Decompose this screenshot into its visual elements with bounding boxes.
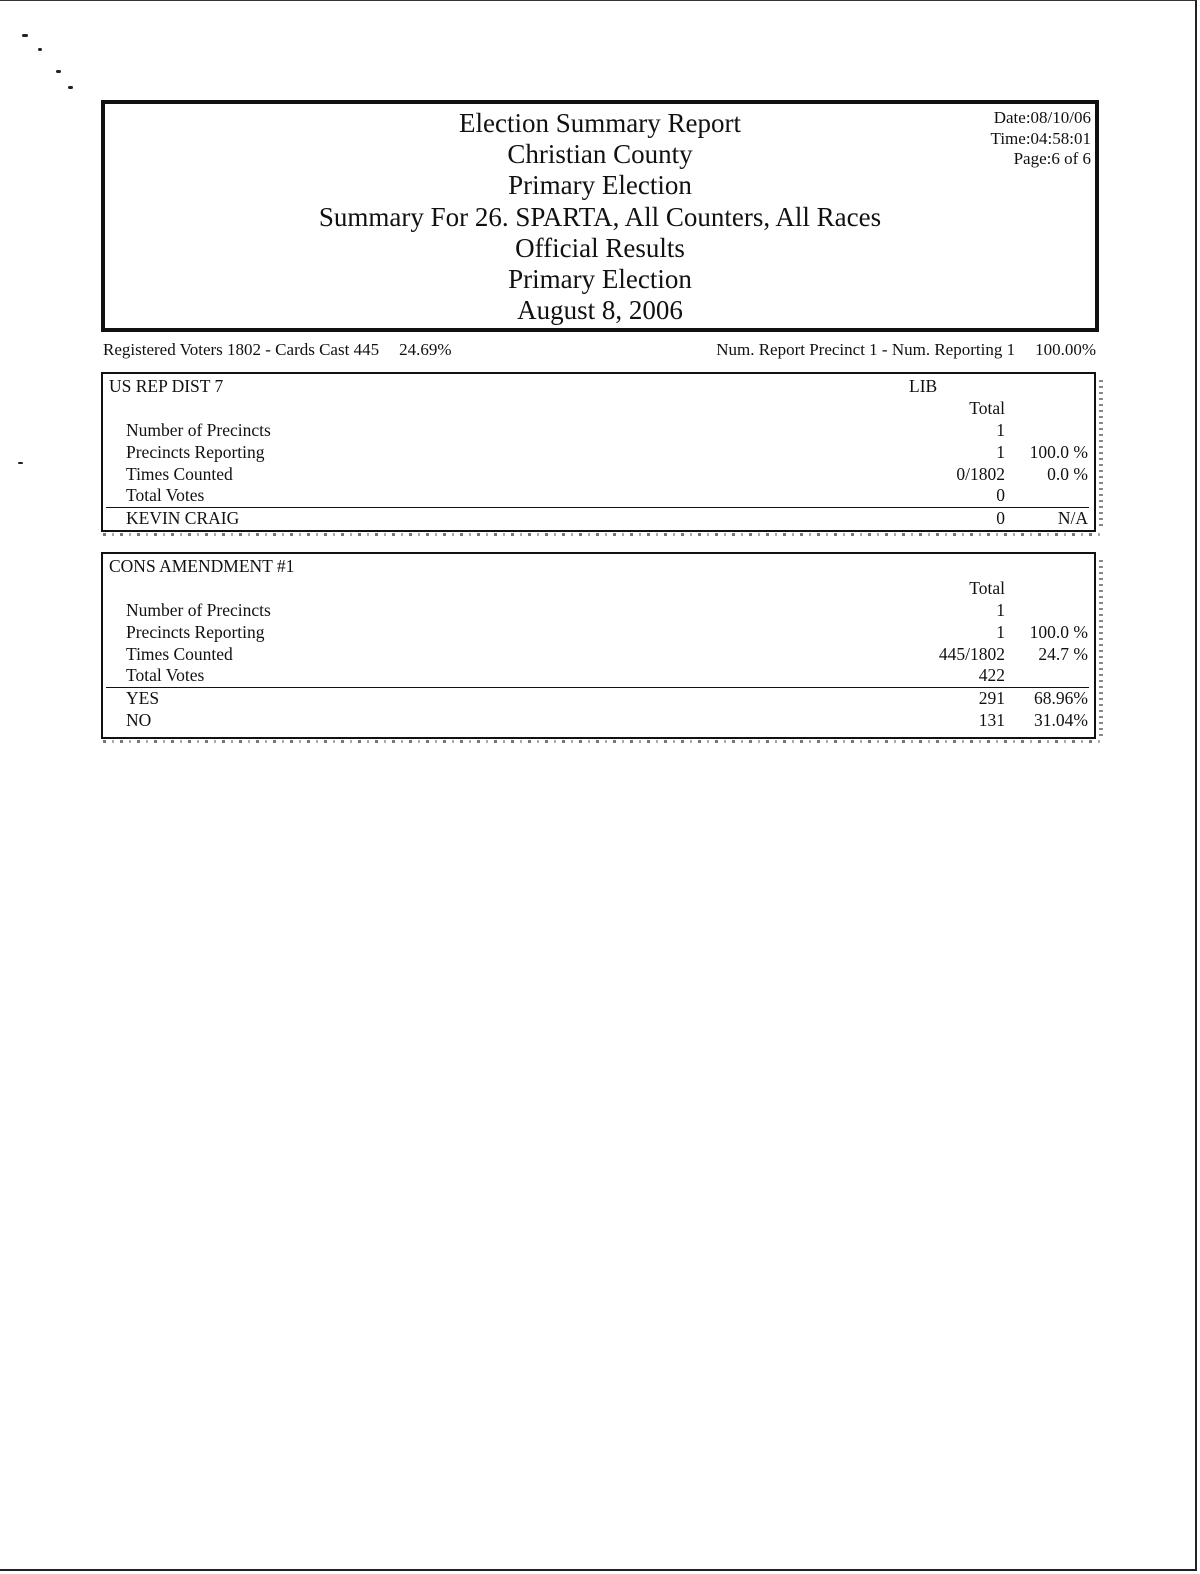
candidate-percent: 68.96% bbox=[1034, 688, 1088, 708]
stat-label: Times Counted bbox=[126, 464, 233, 484]
candidate-row bbox=[103, 710, 1094, 732]
stat-value: 1 bbox=[996, 622, 1005, 642]
race-title: CONS AMENDMENT #1 bbox=[109, 556, 295, 576]
report-header bbox=[101, 100, 1099, 332]
stat-label: Precincts Reporting bbox=[126, 442, 265, 462]
stat-label: Precincts Reporting bbox=[126, 622, 265, 642]
reporting-summary bbox=[716, 340, 1096, 360]
stat-label: Number of Precincts bbox=[126, 420, 271, 440]
stat-percent: 100.0 % bbox=[1029, 622, 1088, 642]
election-type: Primary Election bbox=[508, 264, 692, 295]
candidate-name: KEVIN CRAIG bbox=[126, 508, 240, 528]
candidate-percent: 31.04% bbox=[1034, 710, 1088, 730]
stat-value: 1 bbox=[996, 420, 1005, 440]
candidate-row bbox=[103, 688, 1094, 710]
turnout-percent: 24.69% bbox=[399, 340, 452, 359]
total-column-header: Total bbox=[969, 398, 1005, 418]
report-title-block bbox=[105, 108, 1095, 326]
stat-row bbox=[103, 485, 1094, 507]
stat-label: Total Votes bbox=[126, 665, 205, 685]
race-us-rep-dist-7 bbox=[101, 372, 1096, 532]
report-time: Time:04:58:01 bbox=[990, 128, 1091, 148]
summary-scope: Summary For 26. SPARTA, All Counters, All Races bbox=[318, 201, 882, 232]
scan-speck bbox=[18, 462, 23, 464]
report-title: Election Summary Report bbox=[459, 108, 741, 138]
stat-value: 445/1802 bbox=[938, 644, 1005, 664]
candidate-name: YES bbox=[126, 688, 160, 708]
candidate-name: NO bbox=[126, 710, 152, 730]
stat-percent: 24.7 % bbox=[1038, 644, 1088, 664]
stat-value: 1 bbox=[996, 442, 1005, 462]
stat-row bbox=[103, 442, 1094, 464]
stat-percent: 100.0 % bbox=[1029, 442, 1088, 462]
stat-label: Number of Precincts bbox=[126, 600, 271, 620]
stat-value: 0/1802 bbox=[956, 464, 1005, 484]
candidate-votes: 291 bbox=[978, 688, 1005, 708]
scan-speck bbox=[68, 86, 73, 89]
race-title: US REP DIST 7 bbox=[109, 376, 224, 396]
party-label: LIB bbox=[909, 376, 938, 396]
stat-row bbox=[103, 420, 1094, 442]
candidate-percent: N/A bbox=[1057, 508, 1088, 528]
stat-value: 422 bbox=[978, 665, 1005, 685]
report-date: Date:08/10/06 bbox=[993, 108, 1091, 127]
turnout-summary bbox=[103, 340, 452, 360]
stat-row bbox=[103, 464, 1094, 486]
stat-row bbox=[103, 644, 1094, 666]
election-date: August 8, 2006 bbox=[517, 295, 683, 326]
race-cons-amendment-1 bbox=[101, 552, 1096, 739]
stat-row bbox=[103, 665, 1094, 687]
scan-speck bbox=[22, 34, 28, 37]
stat-row bbox=[103, 622, 1094, 644]
stat-row bbox=[103, 600, 1094, 622]
stat-label: Total Votes bbox=[126, 485, 205, 505]
precincts-reporting-summary: Num. Report Precinct 1 - Num. Reporting 1 bbox=[716, 340, 1016, 359]
registered-voters: Registered Voters 1802 - Cards Cast 445 bbox=[103, 340, 380, 359]
candidate-votes: 0 bbox=[996, 508, 1005, 528]
report-meta bbox=[991, 108, 1091, 170]
stat-value: 1 bbox=[996, 600, 1005, 620]
total-column-header: Total bbox=[969, 578, 1005, 598]
page-number: Page:6 of 6 bbox=[1013, 149, 1091, 168]
stat-value: 0 bbox=[996, 485, 1005, 505]
county-name: Christian County bbox=[507, 139, 693, 170]
stat-label: Times Counted bbox=[126, 644, 233, 664]
scan-speck bbox=[56, 70, 61, 73]
candidate-votes: 131 bbox=[978, 710, 1005, 730]
election-name: Primary Election bbox=[508, 170, 692, 201]
candidate-row bbox=[103, 508, 1094, 530]
stat-percent: 0.0 % bbox=[1047, 464, 1088, 484]
reporting-percent: 100.00% bbox=[1035, 340, 1096, 359]
results-status: Official Results bbox=[515, 232, 685, 263]
scan-speck bbox=[38, 48, 42, 51]
